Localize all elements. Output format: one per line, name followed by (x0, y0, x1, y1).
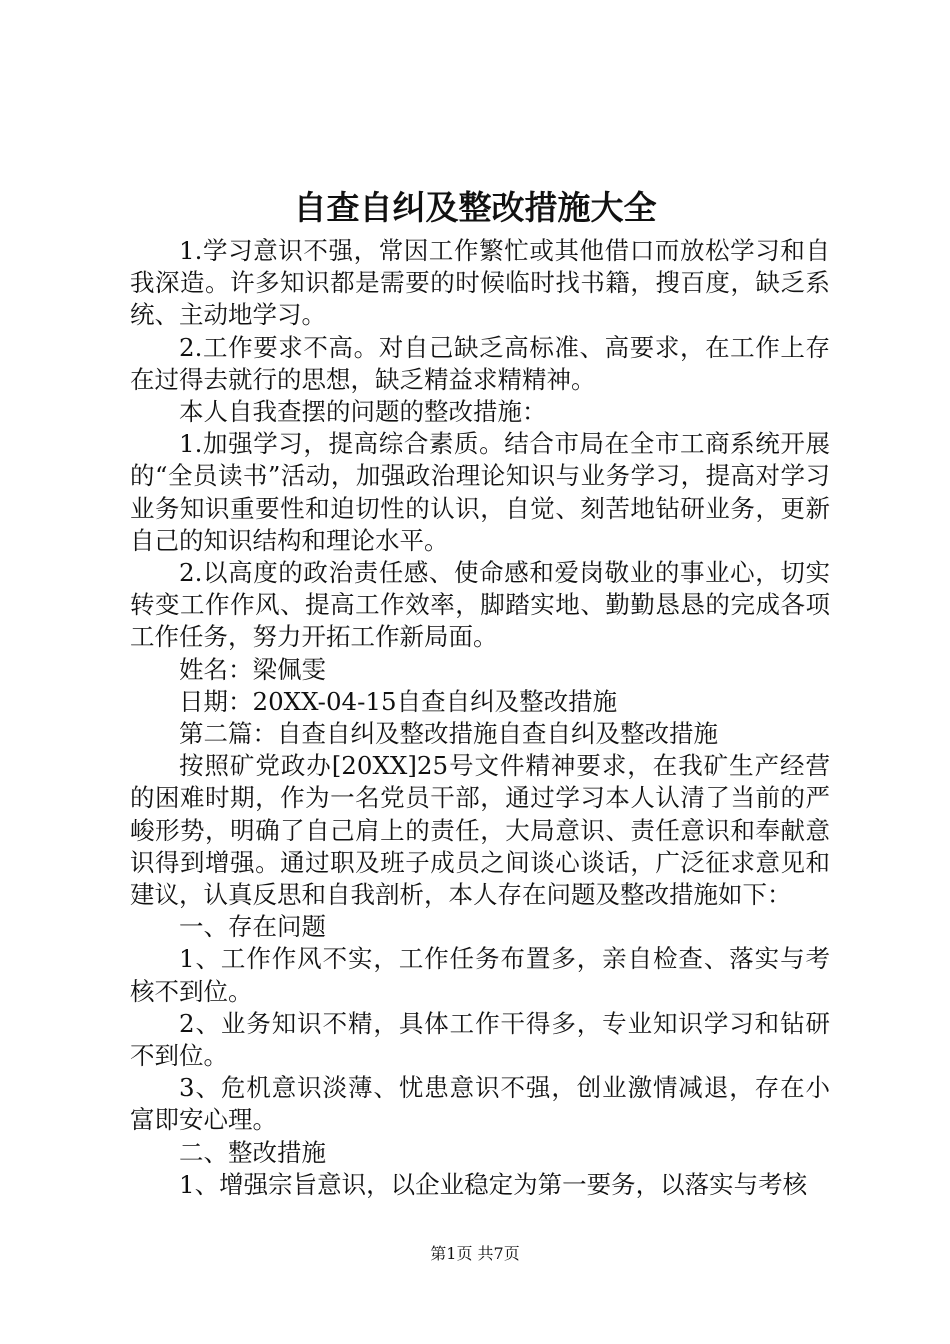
author-line: 姓名：梁佩雯 (179, 654, 326, 684)
section-heading: 第二篇：自查自纠及整改措施自查自纠及整改措施 (179, 719, 718, 749)
list-item: 1、增强宗旨意识，以企业稳定为第一要务，以落实与考核 (179, 1169, 808, 1199)
section-heading: 二、整改措施 (179, 1137, 326, 1167)
date-line: 日期：20XX-04-15自查自纠及整改措施 (179, 686, 618, 716)
paragraph: 1.加强学习，提高综合素质。结合市局在全市工商系统开展的“全员读书”活动，加强政治理论知识与业务学习，提高对学习业务知识重要性和迫切性的认识，自觉、刻苦地钻研业务，更新自己的知识结构和理论水平。 (130, 429, 830, 555)
paragraph: 2.工作要求不高。对自己缺乏高标准、高要求，在工作上存在过得去就行的思想，缺乏精益求精精神。 (130, 332, 830, 394)
paragraph: 1.学习意识不强，常因工作繁忙或其他借口而放松学习和自我深造。许多知识都是需要的时候临时找书籍，搜百度，缺乏系统、主动地学习。 (130, 236, 830, 330)
list-item: 3、危机意识淡薄、忧患意识不强，创业激情减退，存在小富即安心理。 (130, 1073, 830, 1135)
paragraph: 2.以高度的政治责任感、使命感和爱岗敬业的事业心，切实转变工作作风、提高工作效率，脚踏实地、勤勤恳恳的完成各项工作任务，努力开拓工作新局面。 (130, 558, 830, 652)
page-footer: 第1页 共7页 (430, 1244, 520, 1263)
list-item: 1、工作作风不实，工作任务布置多，亲自检查、落实与考核不到位。 (130, 944, 830, 1006)
paragraph: 按照矿党政办[20XX]25号文件精神要求，在我矿生产经营的困难时期，作为一名党员干部，通过学习本人认清了当前的严峻形势，明确了自己肩上的责任，大局意识、责任意识和奉献意识得到增强。通过职及班子成员之间谈心谈话，广泛征求意见和建议，认真反思和自我剖析，本人存在问题及整改措施如下： (130, 751, 830, 910)
paragraph: 本人自我查摆的问题的整改措施： (179, 397, 547, 427)
document-body (130, 235, 830, 1201)
section-heading: 一、存在问题 (179, 912, 326, 942)
list-item: 2、业务知识不精，具体工作干得多，专业知识学习和钻研不到位。 (130, 1008, 830, 1071)
document-title: 自查自纠及整改措施大全 (293, 188, 657, 227)
